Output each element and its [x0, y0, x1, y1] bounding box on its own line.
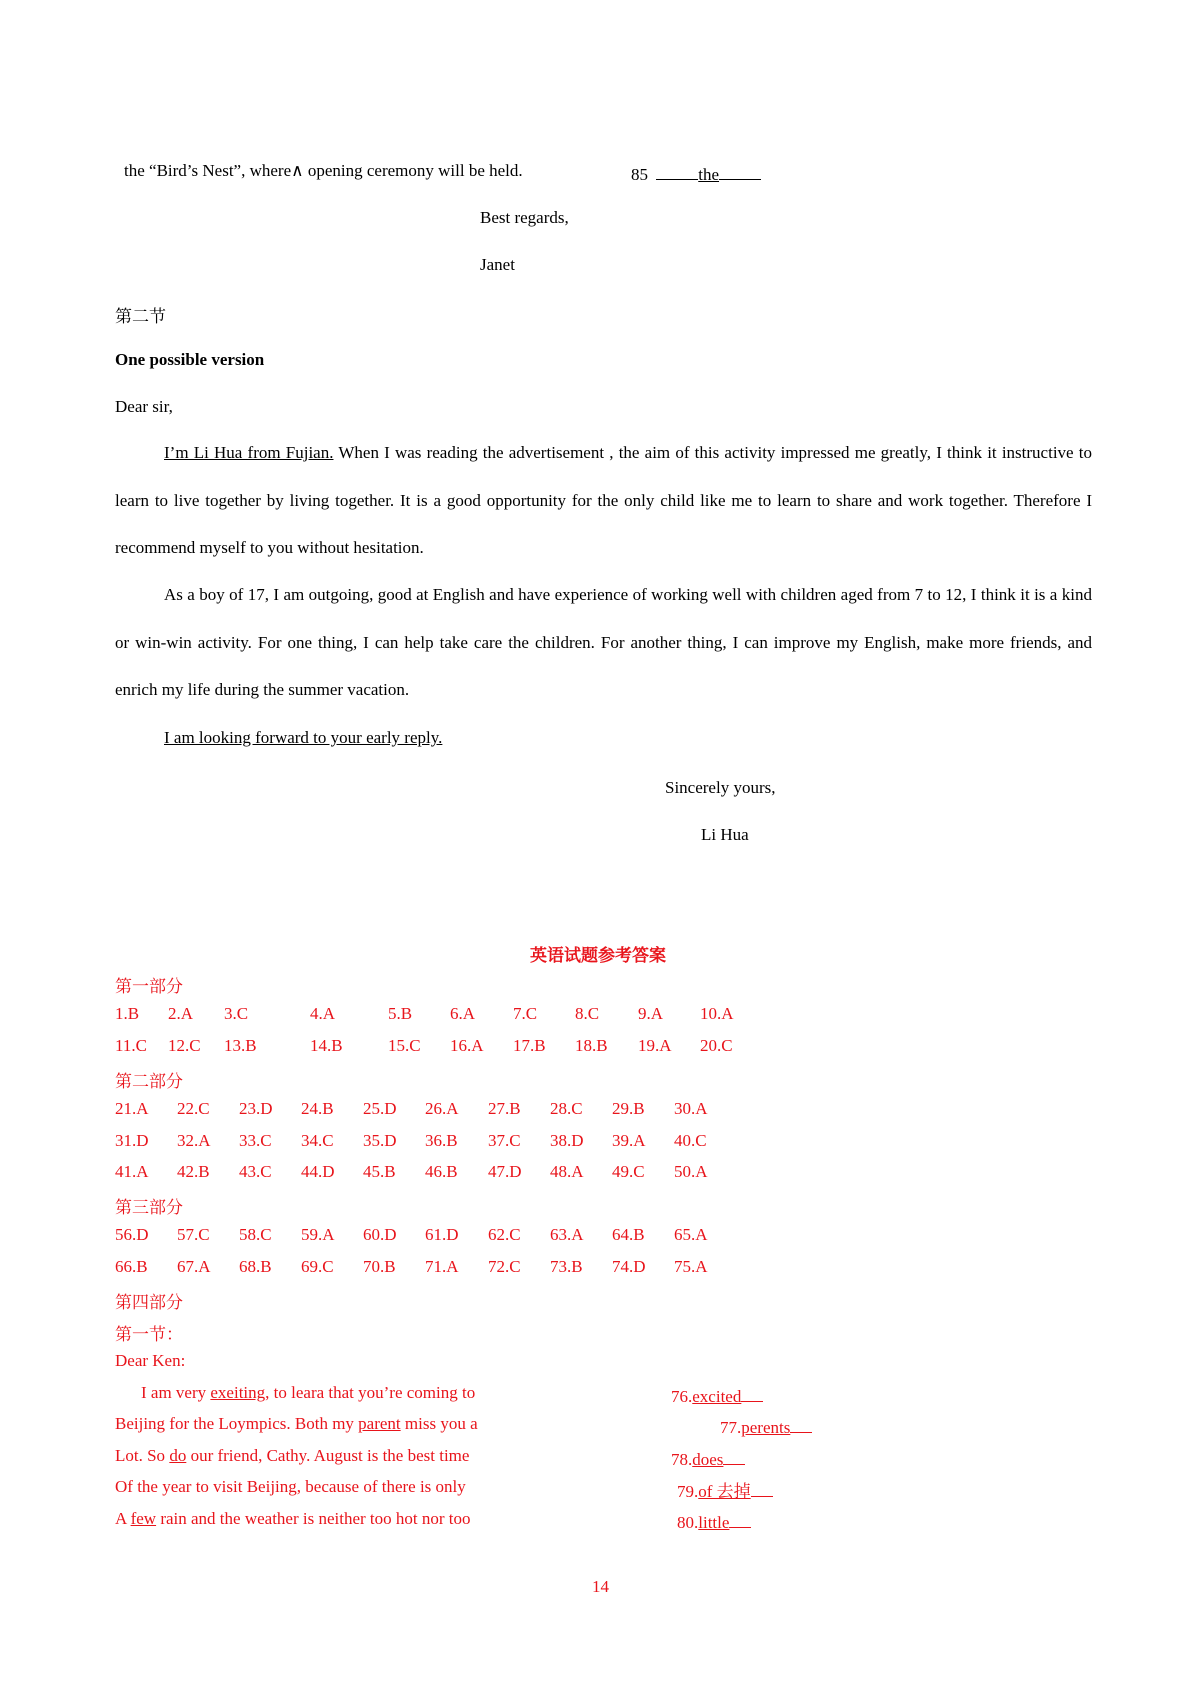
part-4-section-1-heading: 第一节：	[115, 1325, 183, 1344]
correction-answer	[677, 1477, 773, 1502]
answer-56: 56.D	[115, 1225, 149, 1244]
correction-word: does	[692, 1450, 724, 1469]
essay-paragraph-1-text: When I was reading the advertisement , the aim of this activity impressed me greatly, I think it instructive to learn to live together by living together. It is a good opportunity for the only child like me to learn to share and work together. Therefore I recommend myself to you without hesitation.	[115, 443, 1092, 557]
top-letter-signature: Janet	[480, 255, 515, 274]
answer-73: 73.B	[550, 1256, 583, 1276]
answer-46: 46.B	[425, 1162, 458, 1181]
line-text: Lot. So	[115, 1446, 170, 1465]
answer-16: 16.A	[450, 1035, 484, 1055]
answer-69: 69.C	[301, 1256, 334, 1276]
answer-32: 32.A	[177, 1130, 211, 1150]
answer-31: 31.D	[115, 1130, 149, 1150]
answer-49: 49.C	[612, 1162, 645, 1181]
correction-number: 78.	[671, 1450, 693, 1469]
answer-25: 25.D	[363, 1099, 397, 1118]
part-3-heading: 第三部分	[115, 1198, 183, 1217]
proofreading-line	[141, 1383, 475, 1403]
answer-37: 37.C	[488, 1130, 521, 1150]
answer-3: 3.C	[224, 1004, 249, 1023]
answer-7: 7.C	[513, 1004, 538, 1023]
answer-33: 33.C	[239, 1130, 272, 1150]
part-1-heading: 第一部分	[115, 977, 183, 996]
answer-58: 58.C	[239, 1225, 272, 1244]
correction-answer	[720, 1414, 812, 1438]
answer-47: 47.D	[488, 1162, 522, 1181]
proofreading-line	[115, 1509, 471, 1529]
answer-72: 72.C	[488, 1256, 521, 1276]
answer-75: 75.A	[674, 1256, 708, 1276]
answer-19: 19.A	[638, 1035, 672, 1055]
essay-signature: Li Hua	[701, 825, 749, 844]
error-word: exeiting	[210, 1383, 266, 1402]
answer-64: 64.B	[612, 1225, 645, 1244]
line-text: our friend, Cathy. August is the best time	[186, 1446, 470, 1465]
page-number: 14	[592, 1577, 609, 1596]
answer-70: 70.B	[363, 1256, 396, 1276]
answer-85-word: the	[698, 165, 720, 184]
insertion-caret-mark: ∧	[291, 161, 304, 180]
essay-paragraph-2	[115, 571, 1092, 714]
answer-85-number: 85	[631, 165, 648, 184]
line-text: rain and the weather is neither too hot nor too	[156, 1509, 471, 1528]
answer-18: 18.B	[575, 1035, 608, 1055]
answer-66: 66.B	[115, 1256, 148, 1276]
answer-71: 71.A	[425, 1256, 459, 1276]
answer-68: 68.B	[239, 1256, 272, 1276]
answer-11: 11.C	[115, 1035, 147, 1055]
answer-57: 57.C	[177, 1225, 210, 1244]
line-text: I am very	[141, 1383, 211, 1402]
answer-30: 30.A	[674, 1099, 708, 1118]
answer-74: 74.D	[612, 1256, 646, 1276]
part-2-heading: 第二部分	[115, 1072, 183, 1091]
answer-21: 21.A	[115, 1099, 149, 1118]
correction-line-text-end: opening ceremony will be held.	[303, 161, 523, 180]
essay-paragraph-3	[115, 714, 1092, 762]
correction-word: perents	[741, 1418, 791, 1437]
essay-paragraph-1	[115, 429, 1092, 572]
line-text: A	[115, 1509, 131, 1528]
answer-9: 9.A	[638, 1004, 664, 1023]
answer-2: 2.A	[168, 1004, 194, 1023]
line-text: Beijing for the Loympics. Both my	[115, 1414, 359, 1433]
answer-14: 14.B	[310, 1035, 343, 1055]
line-text: , to leara that you’re coming to	[265, 1383, 476, 1402]
proofreading-line	[115, 1446, 469, 1466]
line-text: miss you a	[400, 1414, 478, 1433]
answer-36: 36.B	[425, 1130, 458, 1150]
answer-63: 63.A	[550, 1225, 584, 1244]
answer-15: 15.C	[388, 1035, 421, 1055]
top-letter-closing: Best regards,	[480, 208, 569, 227]
answer-62: 62.C	[488, 1225, 521, 1244]
answer-38: 38.D	[550, 1130, 584, 1150]
answer-41: 41.A	[115, 1162, 149, 1181]
answer-60: 60.D	[363, 1225, 397, 1244]
answer-13: 13.B	[224, 1035, 257, 1055]
answer-50: 50.A	[674, 1162, 708, 1181]
essay-salutation: Dear sir,	[115, 397, 173, 416]
error-word: do	[169, 1446, 187, 1465]
essay-closing-underlined: I am looking forward to your early reply.	[164, 728, 443, 747]
error-word: parent	[358, 1414, 401, 1433]
answer-35: 35.D	[363, 1130, 397, 1150]
answer-26: 26.A	[425, 1099, 459, 1118]
error-word: few	[130, 1509, 157, 1528]
correction-line-text-start: the “Bird’s Nest”, where	[124, 161, 292, 180]
essay-closing: Sincerely yours,	[665, 778, 776, 797]
answer-22: 22.C	[177, 1099, 210, 1118]
correction-answer	[671, 1383, 763, 1407]
proofreading-line	[115, 1414, 478, 1434]
answer-4: 4.A	[310, 1004, 336, 1023]
line-text: Of the year to visit Beijing, because of there is only	[115, 1477, 466, 1496]
answer-10: 10.A	[700, 1004, 734, 1023]
answer-43: 43.C	[239, 1162, 272, 1181]
model-essay-subtitle: One possible version	[115, 350, 265, 369]
part-4-heading: 第四部分	[115, 1293, 183, 1312]
proofreading-line	[115, 1477, 466, 1497]
correction-answer	[671, 1446, 745, 1470]
answer-5: 5.B	[388, 1004, 413, 1023]
answer-42: 42.B	[177, 1162, 210, 1181]
answer-29: 29.B	[612, 1099, 645, 1118]
correction-number: 76.	[671, 1387, 693, 1406]
answer-44: 44.D	[301, 1162, 335, 1181]
answer-48: 48.A	[550, 1162, 584, 1181]
answer-67: 67.A	[177, 1256, 211, 1276]
answer-17: 17.B	[513, 1035, 546, 1055]
answer-24: 24.B	[301, 1099, 334, 1118]
answer-20: 20.C	[700, 1035, 733, 1055]
answer-8: 8.C	[575, 1004, 600, 1023]
correction-word: of 去掉	[698, 1482, 751, 1501]
answer-39: 39.A	[612, 1130, 646, 1150]
answer-28: 28.C	[550, 1099, 583, 1118]
essay-paragraph-2-text: As a boy of 17, I am outgoing, good at English and have experience of working well with children aged from 7 to 12, I think it is a kind or win-win activity. For one thing, I can help take care the children. For another thing, I can improve my English, make more friends, and enrich my life during the summer vacation.	[115, 585, 1092, 699]
answer-40: 40.C	[674, 1130, 707, 1150]
correction-line-85	[124, 161, 523, 181]
correction-number: 79.	[677, 1482, 699, 1501]
correction-number: 80.	[677, 1513, 699, 1532]
section-2-heading: 第二节	[115, 307, 166, 326]
answer-85	[631, 161, 761, 185]
correction-word: excited	[692, 1387, 742, 1406]
answer-34: 34.C	[301, 1130, 334, 1150]
answer-6: 6.A	[450, 1004, 476, 1023]
correction-word: little	[698, 1513, 730, 1532]
answer-59: 59.A	[301, 1225, 335, 1244]
proofreading-salutation: Dear Ken:	[115, 1351, 186, 1370]
essay-intro-underlined: I’m Li Hua from Fujian.	[164, 443, 334, 462]
correction-answer	[677, 1509, 751, 1533]
answer-key-title: 英语试题参考答案	[530, 946, 666, 965]
answer-45: 45.B	[363, 1162, 396, 1181]
answer-12: 12.C	[168, 1035, 201, 1055]
answer-65: 65.A	[674, 1225, 708, 1244]
answer-23: 23.D	[239, 1099, 273, 1118]
correction-number: 77.	[720, 1418, 742, 1437]
answer-27: 27.B	[488, 1099, 521, 1118]
answer-61: 61.D	[425, 1225, 459, 1244]
answer-1: 1.B	[115, 1004, 140, 1023]
